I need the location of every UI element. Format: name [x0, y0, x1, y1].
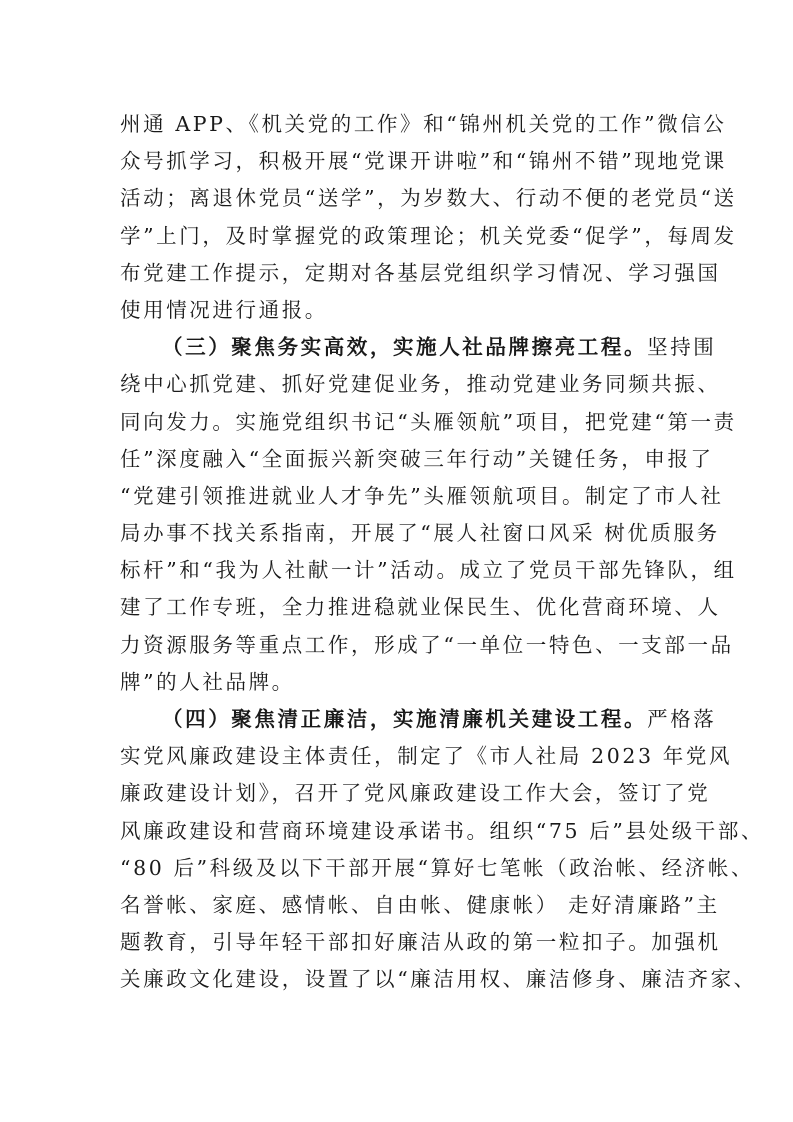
- section-heading-line: [120, 701, 717, 738]
- text-line: 力资源服务等重点工作，形成了“一单位一特色、一支部一品: [120, 632, 734, 657]
- text-line: 牌”的人社品牌。: [120, 669, 295, 694]
- text-line: 风廉政建设和营商环境建设承诺书。组织“75 后”县处级干部、: [120, 818, 765, 843]
- text-line: 绕中心抓党建、抓好党建促业务，推动党建业务同频共振、: [120, 372, 721, 397]
- text-line: 建了工作专班，全力推进稳就业保民生、优化营商环境、人: [120, 595, 721, 620]
- section-heading: （三）聚焦务实高效，实施人社品牌擦亮工程。: [162, 335, 648, 360]
- text-line: 题教育，引导年轻干部扣好廉洁从政的第一粒扣子。加强机: [120, 930, 721, 955]
- text-line: “80 后”科级及以下干部开展“算好七笔帐（政治帐、经济帐、: [120, 855, 755, 880]
- text-line: 同向发力。实施党组织书记“头雁领航”项目，把党建“第一责: [120, 409, 737, 434]
- text-line: 众号抓学习，积极开展“党课开讲啦”和“锦州不错”现地党课: [120, 149, 727, 174]
- text-line: 廉政建设计划》，召开了党风廉政建设工作大会，签订了党: [120, 781, 711, 806]
- section-heading: （四）聚焦清正廉洁，实施清廉机关建设工程。: [162, 707, 648, 731]
- text-span: 严格落: [647, 707, 717, 731]
- text-line: 标杆”和“我为人社献一计”活动。成立了党员干部先锋队，组: [120, 558, 737, 583]
- text-line: “党建引领推进就业人才争先”头雁领航项目。制定了市人社: [120, 483, 724, 508]
- text-line: 活动；离退休党员“送学”，为岁数大、行动不便的老党员“送: [120, 186, 737, 211]
- text-line: 布党建工作提示，定期对各基层党组织学习情况、学习强国: [120, 260, 721, 285]
- text-line: 使用情况进行通报。: [120, 297, 328, 322]
- paragraph-continued: [120, 106, 737, 329]
- body-text: [120, 106, 765, 999]
- text-line: 学”上门，及时掌握党的政策理论；机关党委“促学”，每周发: [120, 223, 737, 248]
- paragraph-section-4: [120, 701, 765, 999]
- text-span: 坚持围: [647, 335, 717, 360]
- section-heading-line: [120, 329, 717, 366]
- text-line: 名誉帐、家庭、感情帐、自由帐、健康帐） 走好清廉路”主: [120, 892, 720, 917]
- text-line: 局办事不找关系指南，开展了“展人社窗口风采 树优质服务: [120, 521, 720, 546]
- text-line: 任”深度融入“全面振兴新突破三年行动”关键任务，申报了: [120, 446, 714, 471]
- paragraph-section-3: [120, 329, 737, 701]
- text-line: 实党风廉政建设主体责任，制定了《市人社局 2023 年党风: [120, 744, 733, 769]
- text-line: 关廉政文化建设，设置了以“廉洁用权、廉洁修身、廉洁齐家、: [120, 967, 757, 992]
- text-line: 州通 APP、《机关党的工作》和“锦州机关党的工作”微信公: [120, 112, 727, 136]
